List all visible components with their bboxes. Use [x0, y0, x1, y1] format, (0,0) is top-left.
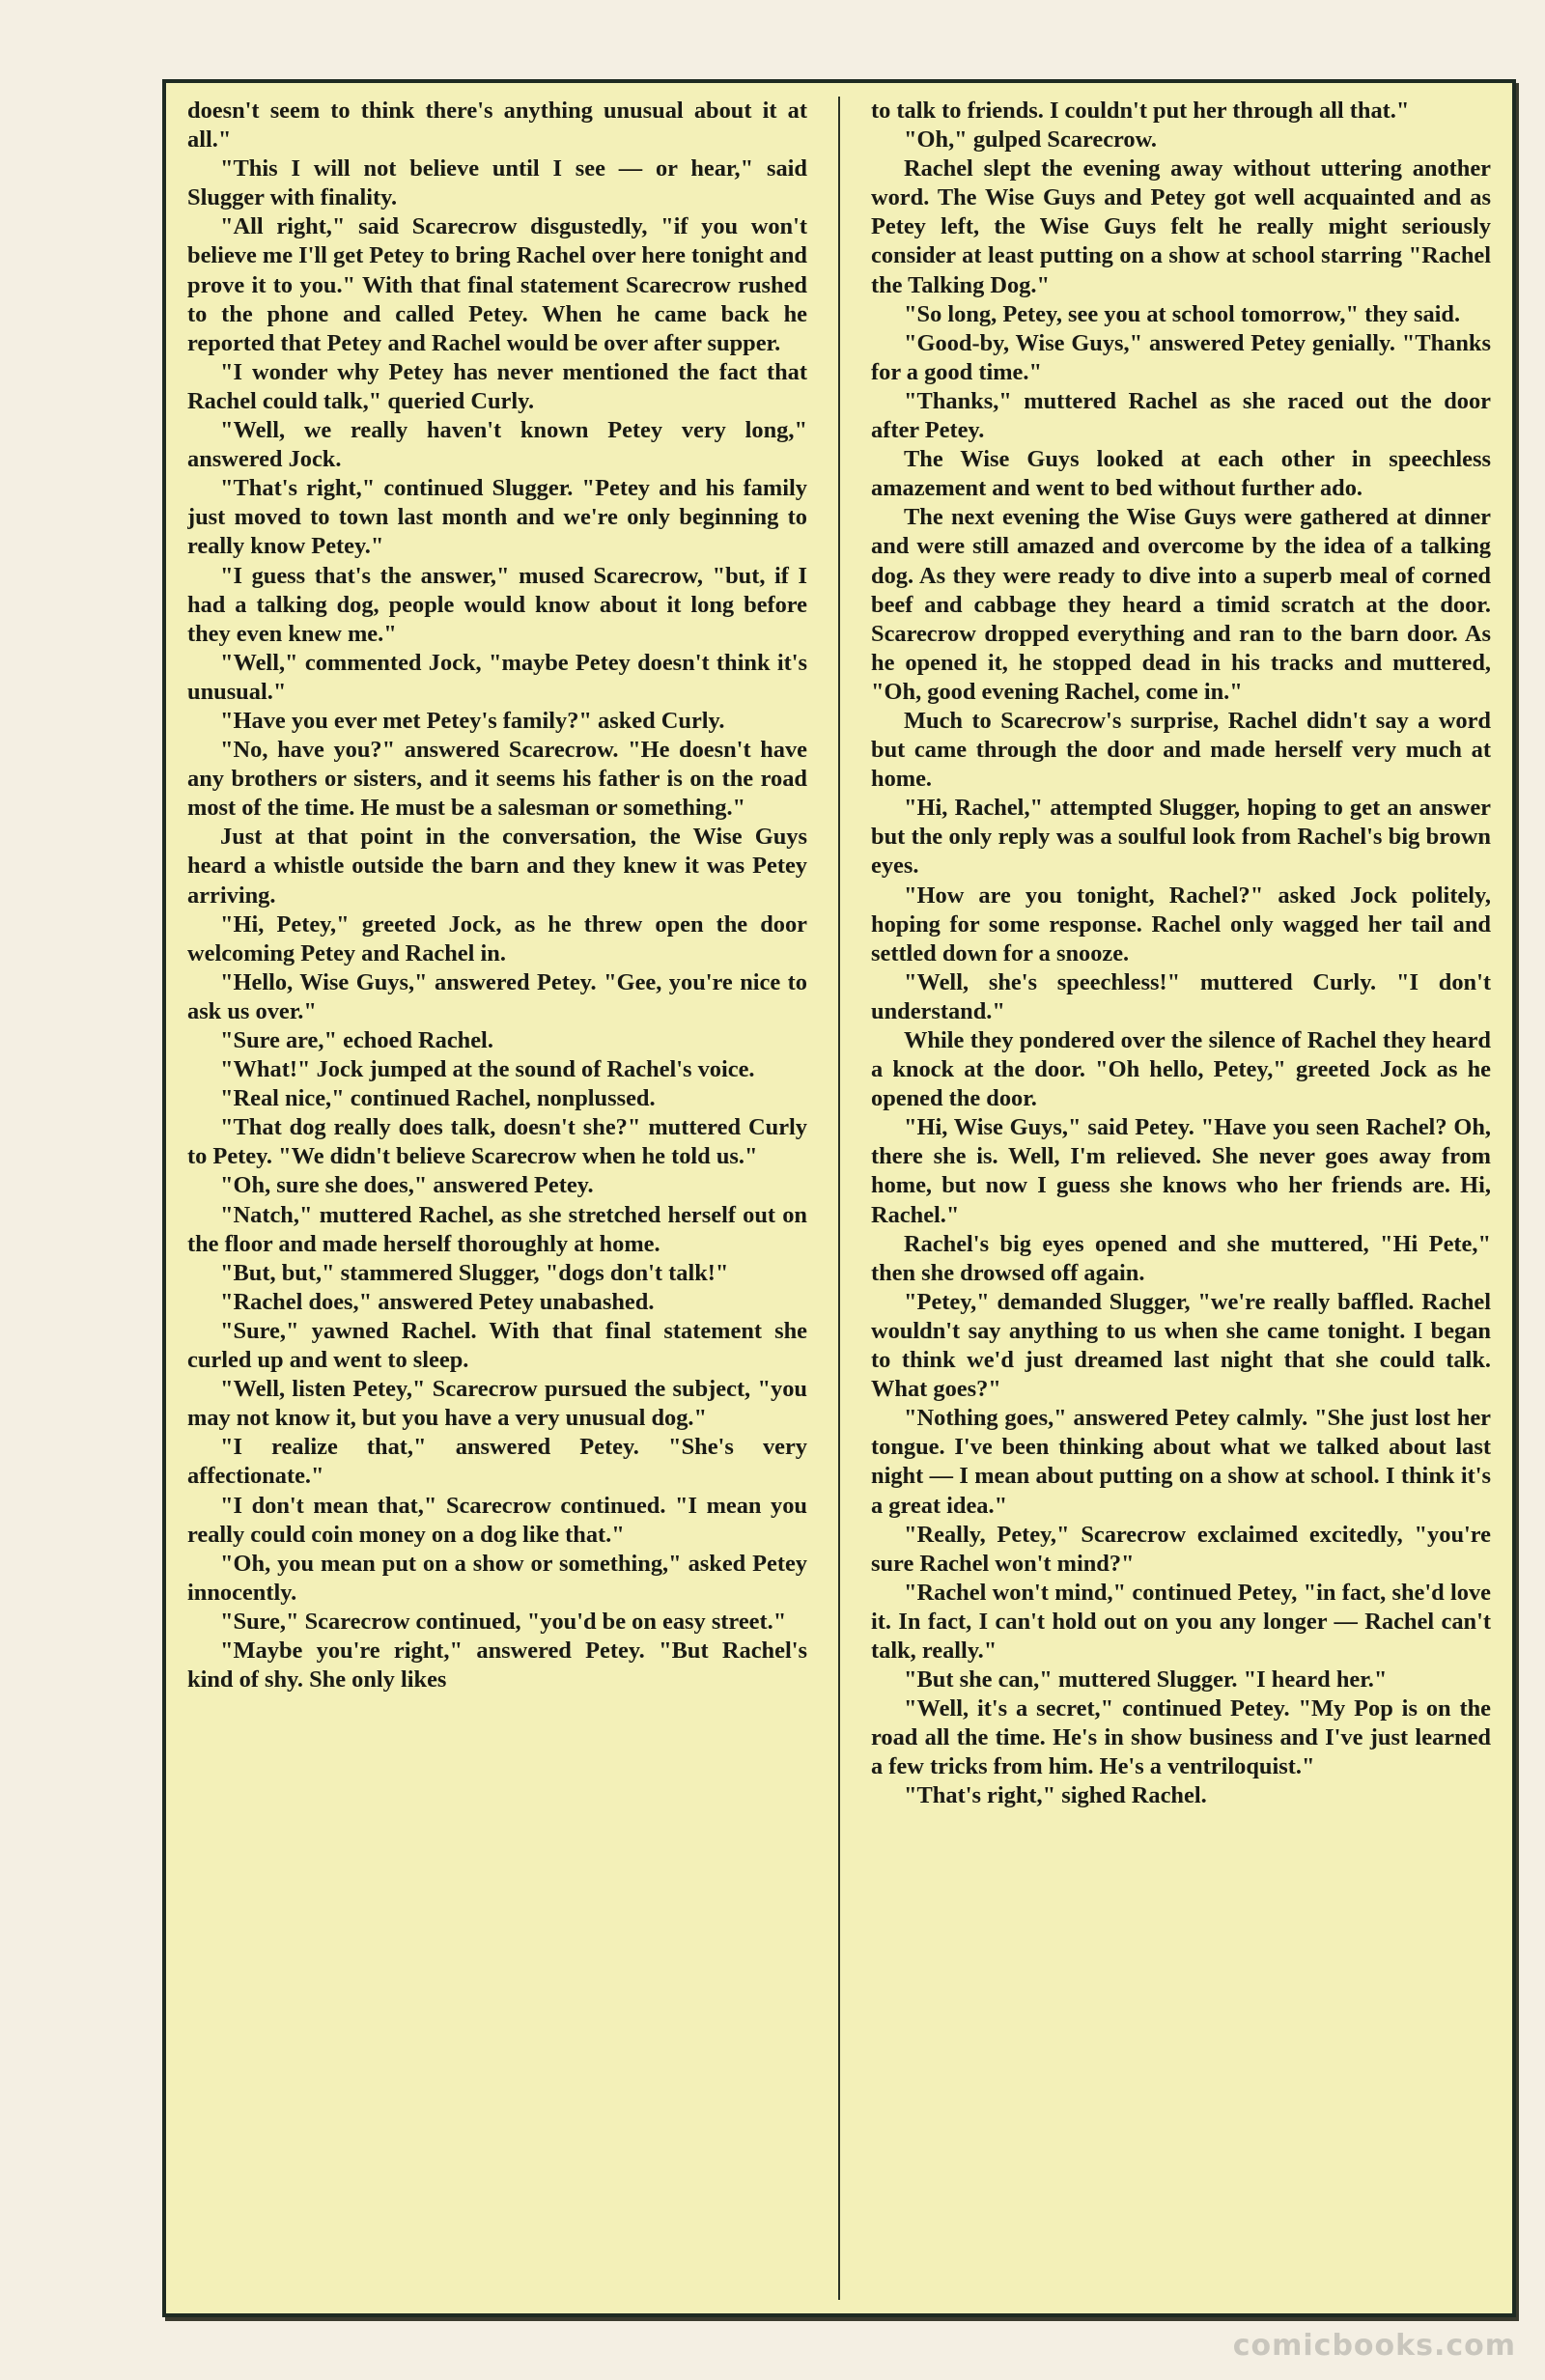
column-divider — [838, 97, 840, 2300]
paragraph: "Natch," muttered Rachel, as she stretched herself out on the floor and made herself thoroughly at home. — [187, 1201, 807, 1257]
paragraph: "All right," said Scarecrow disgustedly, "if you won't believe me I'll get Petey to bring Rachel over here tonight and prove it to you." With that final statement Scarecrow rushed to the phone and called Petey. When he came back he reported that Petey and Rachel would be over after supper. — [187, 213, 807, 356]
paragraph: "I guess that's the answer," mused Scarecrow, "but, if I had a talking dog, people would know about it long before they even knew me." — [187, 562, 807, 647]
paragraph: "Oh, you mean put on a show or something," asked Petey innocently. — [187, 1550, 807, 1606]
paragraph: "This I will not believe until I see — or hear," said Slugger with finality. — [187, 155, 807, 211]
paragraph: "But, but," stammered Slugger, "dogs don't talk!" — [220, 1259, 729, 1286]
paragraph: While they pondered over the silence of Rachel they heard a knock at the door. "Oh hello, Petey," greeted Jock as he opened the door. — [871, 1027, 1491, 1112]
text-columns — [187, 97, 1491, 2300]
paragraph: "Hello, Wise Guys," answered Petey. "Gee, you're nice to ask us over." — [187, 968, 807, 1024]
paragraph: "Hi, Petey," greeted Jock, as he threw open the door welcoming Petey and Rachel in. — [187, 910, 807, 966]
paragraph: "Sure are," echoed Rachel. — [220, 1027, 493, 1053]
paragraph: "Hi, Wise Guys," said Petey. "Have you seen Rachel? Oh, there she is. Well, I'm relieved. She never goes away from home, but now I guess she knows who her friends are. Hi, Rachel." — [871, 1114, 1491, 1228]
paragraph: "Sure," Scarecrow continued, "you'd be on easy street." — [220, 1608, 787, 1635]
paragraph: "Well, listen Petey," Scarecrow pursued the subject, "you may not know it, but you have a very unusual dog." — [187, 1376, 807, 1432]
paragraph: The next evening the Wise Guys were gathered at dinner and were still amazed and overcome by the idea of a talking dog. As they were ready to dive into a superb meal of corned beef and cabbage they heard a timid scratch at the door. Scarecrow dropped everything and ran to the barn door. As he opened it, he stopped dead in his tracks and muttered, "Oh, good evening Rachel, come in." — [871, 504, 1491, 705]
paragraph: "Maybe you're right," answered Petey. "But Rachel's kind of shy. She only likes — [187, 1637, 807, 1694]
paragraph: to talk to friends. I couldn't put her through all that." — [871, 98, 1410, 124]
paragraph: "That's right," sighed Rachel. — [904, 1782, 1207, 1809]
paragraph: "How are you tonight, Rachel?" asked Jock politely, hoping for some response. Rachel only wagged her tail and settled down for a snooze. — [871, 882, 1491, 966]
paragraph: "No, have you?" answered Scarecrow. "He doesn't have any brothers or sisters, and it seems his father is on the road most of the time. He must be a salesman or something." — [187, 737, 807, 822]
paragraph: "Rachel won't mind," continued Petey, "in fact, she'd love it. In fact, I can't hold out on you any longer — Rachel can't talk, really." — [871, 1579, 1491, 1664]
paragraph: "Real nice," continued Rachel, nonplussed. — [220, 1085, 656, 1112]
paragraph: Rachel slept the evening away without uttering another word. The Wise Guys and Petey got well acquainted and as Petey left, the Wise Guys felt he really might seriously consider at least putting on a show at school starring "Rachel the Talking Dog." — [871, 155, 1491, 298]
paragraph: Rachel's big eyes opened and she muttered, "Hi Pete," then she drowsed off again. — [871, 1230, 1491, 1286]
story-page — [162, 79, 1516, 2317]
paragraph: "Petey," demanded Slugger, "we're really baffled. Rachel wouldn't say anything to us when she came tonight. I began to think we'd just dreamed last night that she could talk. What goes?" — [871, 1288, 1491, 1403]
paragraph: "Sure," yawned Rachel. With that final statement she curled up and went to sleep. — [187, 1317, 807, 1374]
paragraph: "What!" Jock jumped at the sound of Rachel's voice. — [220, 1056, 755, 1083]
paragraph: "Well, we really haven't known Petey very long," answered Jock. — [187, 417, 807, 473]
paragraph: "Nothing goes," answered Petey calmly. "She just lost her tongue. I've been thinking about what we talked about last night — I mean about putting on a show at school. I think it's a great idea." — [871, 1405, 1491, 1519]
paragraph: "Have you ever met Petey's family?" asked Curly. — [220, 707, 725, 734]
paragraph: Much to Scarecrow's surprise, Rachel didn't say a word but came through the door and made herself very much at home. — [871, 707, 1491, 793]
paragraph: "Thanks," muttered Rachel as she raced out the door after Petey. — [871, 387, 1491, 444]
right-column — [871, 97, 1491, 2300]
paragraph: "That's right," continued Slugger. "Petey and his family just moved to town last month and we're only beginning to really know Petey." — [187, 475, 807, 560]
paragraph: Just at that point in the conversation, the Wise Guys heard a whistle outside the barn and they knew it was Petey arriving. — [187, 824, 807, 909]
paragraph: "Oh," gulped Scarecrow. — [904, 126, 1157, 154]
paragraph: "Well, she's speechless!" muttered Curly. "I don't understand." — [871, 968, 1491, 1024]
paragraph: "Well," commented Jock, "maybe Petey doesn't think it's unusual." — [187, 649, 807, 705]
paragraph: "Well, it's a secret," continued Petey. "My Pop is on the road all the time. He's in show business and I've just learned a few tricks from him. He's a ventriloquist." — [871, 1695, 1491, 1780]
left-column — [187, 97, 807, 2300]
paragraph: "I realize that," answered Petey. "She's very affectionate." — [187, 1434, 807, 1490]
paragraph: The Wise Guys looked at each other in speechless amazement and went to bed without further ado. — [871, 446, 1491, 502]
paragraph: "Hi, Rachel," attempted Slugger, hoping to get an answer but the only reply was a soulful look from Rachel's big brown eyes. — [871, 795, 1491, 880]
paragraph: "Good-by, Wise Guys," answered Petey genially. "Thanks for a good time." — [871, 329, 1491, 385]
watermark: comicbooks.com — [1232, 2329, 1516, 2363]
paragraph: "I don't mean that," Scarecrow continued. "I mean you really could coin money on a dog like that." — [187, 1492, 807, 1548]
paragraph: "Oh, sure she does," answered Petey. — [220, 1172, 594, 1199]
paragraph: "That dog really does talk, doesn't she?" muttered Curly to Petey. "We didn't believe Scarecrow when he told us." — [187, 1114, 807, 1170]
paragraph: "So long, Petey, see you at school tomorrow," they said. — [904, 300, 1461, 327]
paragraph: "Rachel does," answered Petey unabashed. — [220, 1288, 655, 1315]
paragraph: "I wonder why Petey has never mentioned the fact that Rachel could talk," queried Curly. — [187, 358, 807, 414]
paragraph: "But she can," muttered Slugger. "I heard her." — [904, 1666, 1388, 1694]
paragraph: doesn't seem to think there's anything unusual about it at all." — [187, 98, 807, 154]
paragraph: "Really, Petey," Scarecrow exclaimed excitedly, "you're sure Rachel won't mind?" — [871, 1521, 1491, 1577]
